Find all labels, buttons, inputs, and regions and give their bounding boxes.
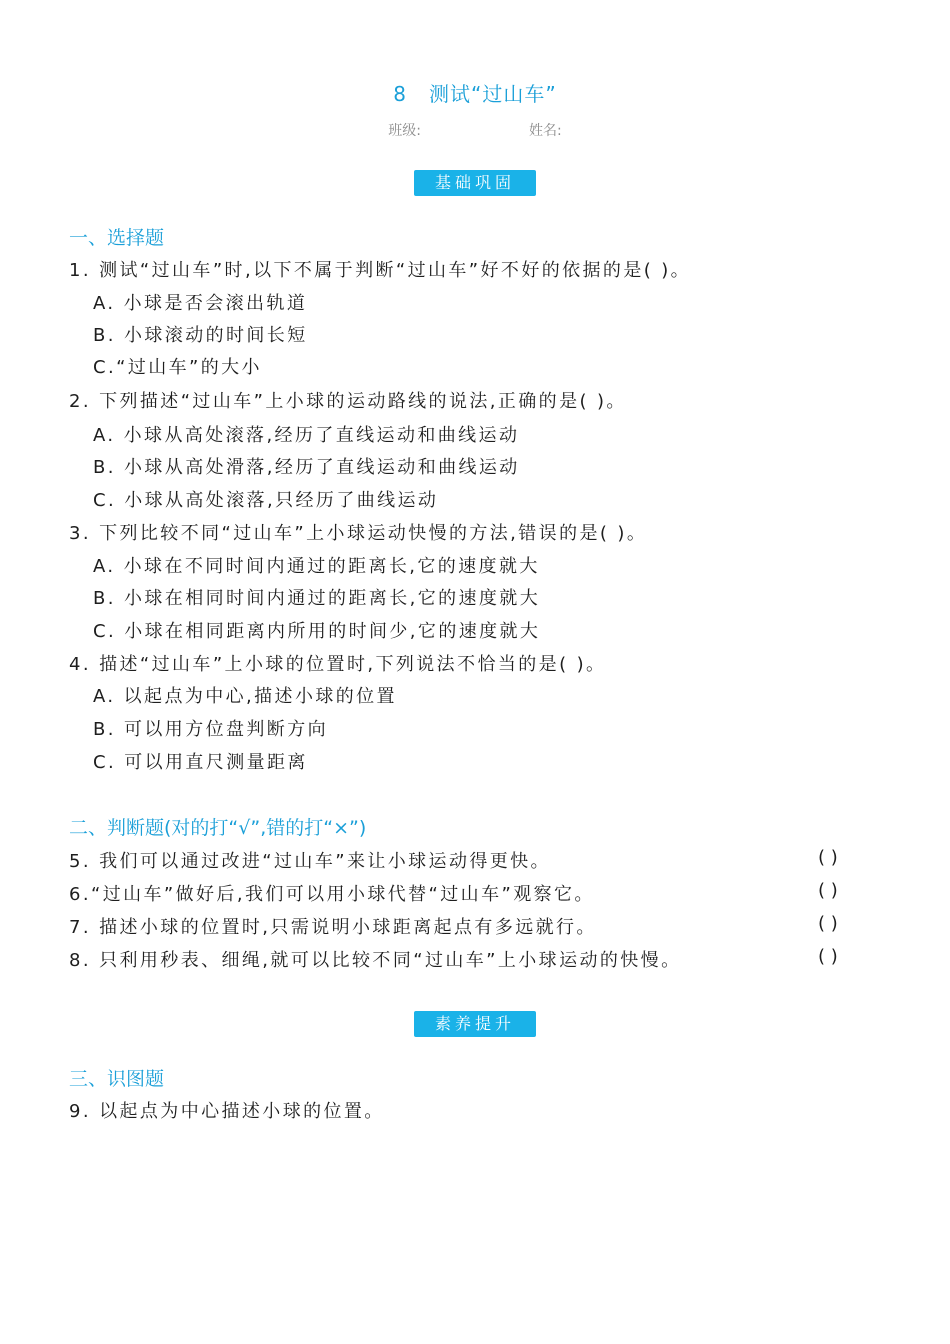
question-3-option-a: A. 小球在不同时间内通过的距离长,它的速度就大 <box>93 556 540 577</box>
page-title <box>0 78 950 107</box>
judge-answer-blank-8[interactable]: ( ) <box>818 946 838 967</box>
question-4-option-c: C. 可以用直尺测量距离 <box>93 752 308 773</box>
name-label: 姓名: <box>529 123 562 139</box>
judge-item-5: 5. 我们可以通过改进“过山车”来让小球运动得更快。 <box>69 851 551 872</box>
question-3-option-c: C. 小球在相同距离内所用的时间少,它的速度就大 <box>93 621 541 642</box>
question-4-option-b: B. 可以用方位盘判断方向 <box>93 719 328 740</box>
judge-item-8: 8. 只利用秒表、细绳,就可以比较不同“过山车”上小球运动的快慢。 <box>69 950 682 971</box>
question-1-option-b: B. 小球滚动的时间长短 <box>93 325 308 346</box>
question-4: 4. 描述“过山车”上小球的位置时,下列说法不恰当的是( )。 <box>69 654 607 675</box>
question-1: 1. 测试“过山车”时,以下不属于判断“过山车”好不好的依据的是( )。 <box>69 260 692 281</box>
judge-item-6: 6.“过山车”做好后,我们可以用小球代替“过山车”观察它。 <box>69 884 595 905</box>
student-info <box>0 120 950 140</box>
question-2: 2. 下列描述“过山车”上小球的运动路线的说法,正确的是( )。 <box>69 391 627 412</box>
judge-answer-blank-6[interactable]: ( ) <box>818 880 838 901</box>
question-2-option-a: A. 小球从高处滚落,经历了直线运动和曲线运动 <box>93 425 520 446</box>
judge-answer-blank-7[interactable]: ( ) <box>818 913 838 934</box>
question-4-option-a: A. 以起点为中心,描述小球的位置 <box>93 686 397 707</box>
lesson-title: 测试“过山车” <box>429 82 557 106</box>
question-9: 9. 以起点为中心描述小球的位置。 <box>69 1101 385 1122</box>
question-3-option-b: B. 小球在相同时间内通过的距离长,它的速度就大 <box>93 588 541 609</box>
class-label: 班级: <box>388 123 421 139</box>
section-title-judge: 二、判断题(对的打“√”,错的打“×”) <box>69 817 367 839</box>
question-1-option-a: A. 小球是否会滚出轨道 <box>93 293 308 314</box>
question-3: 3. 下列比较不同“过山车”上小球运动快慢的方法,错误的是( )。 <box>69 523 648 544</box>
question-2-option-b: B. 小球从高处滑落,经历了直线运动和曲线运动 <box>93 457 520 478</box>
judge-item-7: 7. 描述小球的位置时,只需说明小球距离起点有多远就行。 <box>69 917 597 938</box>
judge-answer-blank-5[interactable]: ( ) <box>818 847 838 868</box>
section-badge-advanced: 素养提升 <box>414 1011 536 1037</box>
section-title-choice: 一、选择题 <box>69 227 165 249</box>
section-title-figure: 三、识图题 <box>69 1068 165 1090</box>
question-2-option-c: C. 小球从高处滚落,只经历了曲线运动 <box>93 490 439 511</box>
section-badge-basic: 基础巩固 <box>414 170 536 196</box>
lesson-number: 8 <box>393 82 407 106</box>
question-1-option-c: C.“过山车”的大小 <box>93 357 262 378</box>
